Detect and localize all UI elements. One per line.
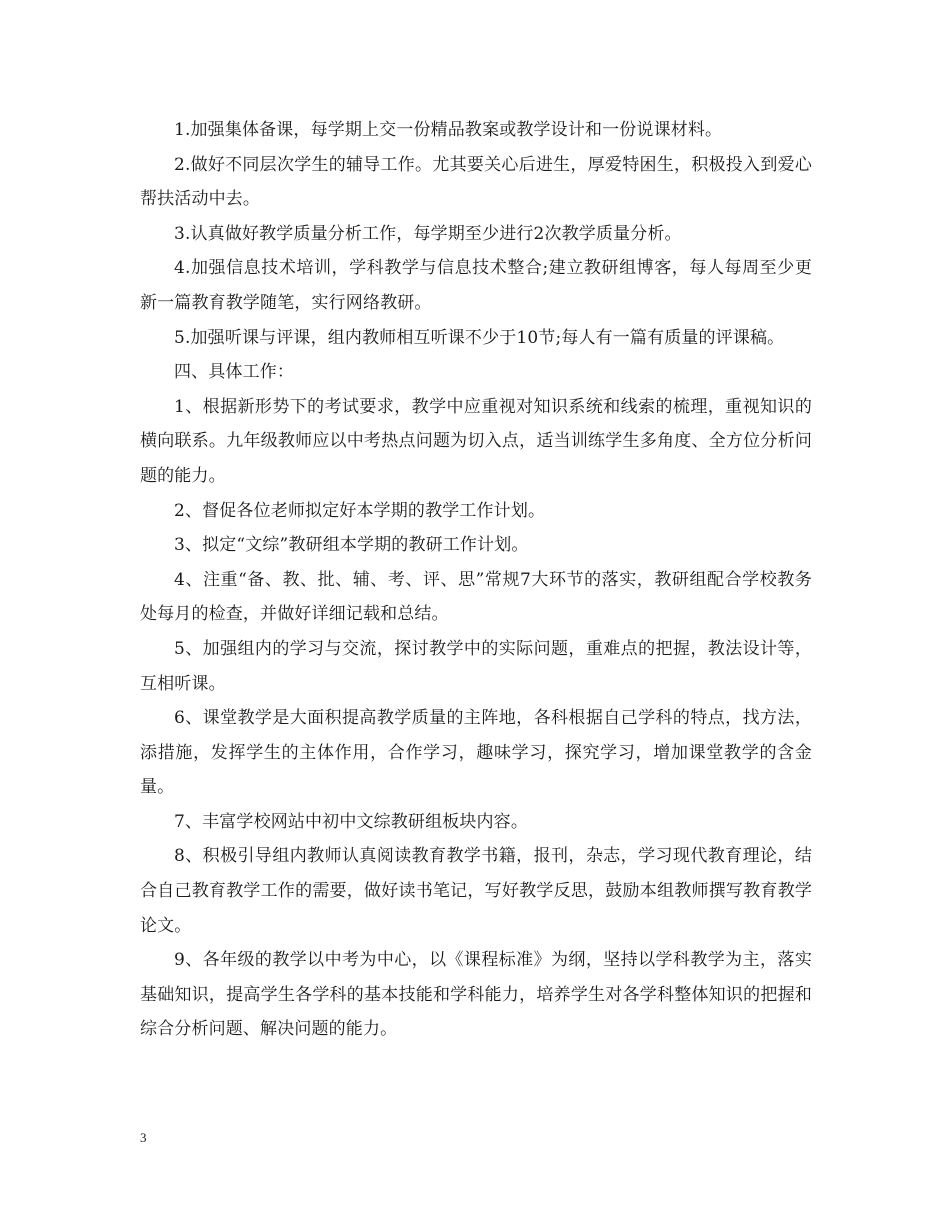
work-item-8: 8、积极引导组内教师认真阅读教育教学书籍，报刊，杂志，学习现代教育理论，结合自己教育教学工作的需要，做好读书笔记，写好教学反思，鼓励本组教师撰写教育教学论文。 xyxy=(140,846,812,936)
work-item-9: 9、各年级的教学以中考为中心，以《课程标准》为纲，坚持以学科教学为主，落实基础知识，提高学生各学科的基本技能和学科能力，培养学生对各学科整体知识的把握和综合分析问题、解决问题的能力。 xyxy=(140,950,812,1040)
work-item-1: 1、根据新形势下的考试要求，教学中应重视对知识系统和线索的梳理，重视知识的横向联系。九年级教师应以中考热点问题为切入点，适当训练学生多角度、全方位分析问题的能力。 xyxy=(140,396,812,486)
work-item-7: 7、丰富学校网站中初中文综教研组板块内容。 xyxy=(174,811,528,832)
document-body xyxy=(140,113,812,1047)
paragraph-item-5: 5.加强听课与评课，组内教师相互听课不少于10节;每人有一篇有质量的评课稿。 xyxy=(174,327,785,348)
paragraph-item-2: 2.做好不同层次学生的辅导工作。尤其要关心后进生，厚爱特困生，积极投入到爱心帮扶活动中去。 xyxy=(140,154,812,210)
paragraph-item-3: 3.认真做好教学质量分析工作，每学期至少进行2次教学质量分析。 xyxy=(174,223,682,244)
work-item-4: 4、注重“备、教、批、辅、考、评、思”常规7大环节的落实，教研组配合学校教务处每月的检查，并做好详细记载和总结。 xyxy=(140,569,812,625)
page-number: 3 xyxy=(140,1130,147,1145)
paragraph-item-4: 4.加强信息技术培训，学科教学与信息技术整合;建立教研组博客，每人每周至少更新一篇教育教学随笔，实行网络教研。 xyxy=(140,258,812,313)
work-item-5: 5、加强组内的学习与交流，探讨教学中的实际问题，重难点的把握，教法设计等，互相听课。 xyxy=(140,638,812,694)
work-item-3: 3、拟定“文综”教研组本学期的教研工作计划。 xyxy=(174,535,529,556)
work-item-6: 6、课堂教学是大面积提高教学质量的主阵地，各科根据自己学科的特点，找方法，添措施，发挥学生的主体作用，合作学习，趣味学习，探究学习，增加课堂教学的含金量。 xyxy=(140,708,812,798)
paragraph-item-1: 1.加强集体备课，每学期上交一份精品教案或教学设计和一份说课材料。 xyxy=(174,120,723,140)
section-heading: 四、具体工作： xyxy=(174,362,295,383)
work-item-2: 2、督促各位老师拟定好本学期的教学工作计划。 xyxy=(174,500,546,521)
